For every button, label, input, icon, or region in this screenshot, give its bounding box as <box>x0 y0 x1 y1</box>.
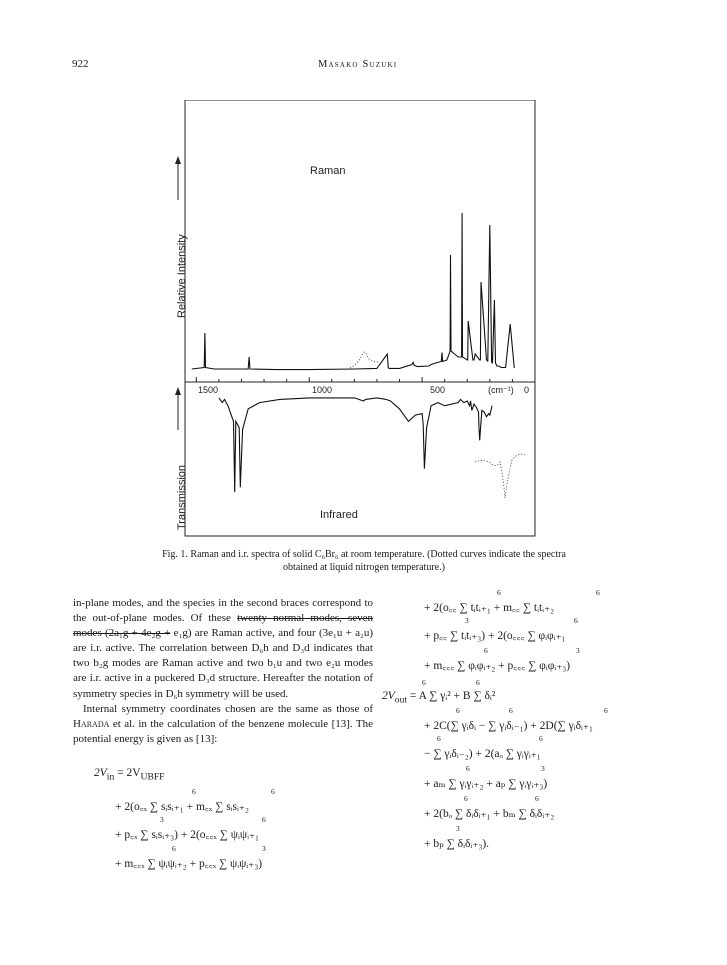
equation-vout-line-2: + 2C(∑ γᵢδᵢ − ∑ γᵢδᵢ₋₁) + 2D(∑ γᵢδᵢ₊₁ <box>424 720 593 732</box>
sum-limit: 6 <box>271 787 275 796</box>
equation-vout-line-5: + 2(bₒ ∑ δᵢδᵢ₊₁ + bₘ ∑ δᵢδᵢ₊₂ <box>424 808 555 820</box>
caption-line-1: Fig. 1. Raman and i.r. spectra of solid C₆Br₆ at room temperature. (Dotted curves indicate the spectra <box>162 549 566 560</box>
sum-limit: 6 <box>422 678 426 687</box>
author-harada: Harada <box>73 717 110 730</box>
sum-limit: 6 <box>476 678 480 687</box>
sum-limit: 3 <box>160 815 164 824</box>
equation-vin-line-2: + 2(o꜀ₓ ∑ sᵢsᵢ₊₁ + m꜀ₓ ∑ sᵢsᵢ₊₂ <box>115 801 249 813</box>
sum-limit: 3 <box>576 646 580 655</box>
sum-limit: 6 <box>192 787 196 796</box>
equation-vin-line-3: + p꜀ₓ ∑ sᵢsᵢ₊₃) + 2(o꜀꜀ₓ ∑ ψᵢψᵢ₊₁ <box>115 829 260 841</box>
spectra-figure <box>140 100 580 540</box>
sum-limit: 6 <box>574 616 578 625</box>
equation-vin-line-4: + m꜀꜀ₓ ∑ ψᵢψᵢ₊₂ + p꜀꜀ₓ ∑ ψᵢψᵢ₊₃) <box>115 858 263 870</box>
sum-limit: 6 <box>466 764 470 773</box>
sum-limit: 3 <box>465 616 469 625</box>
equation-vout-line-4: + aₘ ∑ γᵢγᵢ₊₂ + aₚ ∑ γᵢγᵢ₊₃) <box>424 778 548 790</box>
sum-limit: 6 <box>497 588 501 597</box>
paragraph-2-start: Internal symmetry coordinates chosen are the same as those of <box>83 702 373 715</box>
tick-label-1500: 1500 <box>198 385 219 395</box>
tick-label-unit: (cm⁻¹) <box>488 385 514 395</box>
sum-limit: 6 <box>172 844 176 853</box>
tick-label-500: 500 <box>430 385 446 395</box>
tick-label-1000: 1000 <box>312 385 333 395</box>
body-text-left <box>73 596 373 747</box>
running-head-author: Masako Suzuki <box>318 59 398 70</box>
sum-limit: 6 <box>262 815 266 824</box>
sum-limit: 3 <box>456 824 460 833</box>
axis-ticks <box>196 377 535 382</box>
equation-right-line-1: + 2(o꜀꜀ ∑ tᵢtᵢ₊₁ + m꜀꜀ ∑ tᵢtᵢ₊₂ <box>424 602 555 614</box>
sum-limit: 6 <box>509 706 513 715</box>
equation-right-line-3: + m꜀꜀꜀ ∑ φᵢφᵢ₊₂ + p꜀꜀꜀ ∑ φᵢφᵢ₊₃) <box>424 660 571 672</box>
equation-vout-line-6: + bₚ ∑ δᵢδᵢ₊₃). <box>424 838 490 850</box>
paragraph-1 <box>73 596 373 702</box>
page-number: 922 <box>72 58 89 70</box>
infrared-spectrum-line <box>219 398 492 492</box>
transmission-arrow <box>175 387 181 430</box>
paragraph-2-rest: et al. in the calculation of the benzene molecule [13]. The potential energy is given as [13]: <box>73 717 373 745</box>
sum-limit: 6 <box>539 734 543 743</box>
sum-limit: 6 <box>484 646 488 655</box>
sum-limit: 6 <box>464 794 468 803</box>
infrared-dotted-curve <box>475 454 525 498</box>
sum-limit: 6 <box>596 588 600 597</box>
equation-right-line-2: + p꜀꜀ ∑ tᵢtᵢ₊₃) + 2(o꜀꜀꜀ ∑ φᵢφᵢ₊₁ <box>424 630 566 642</box>
raman-ylabel: Relative Intensity <box>176 234 188 318</box>
raman-panel-label: Raman <box>310 165 346 177</box>
raman-dotted-curve <box>350 352 378 368</box>
caption-line-2: obtained at liquid nitrogen temperature.) <box>283 562 445 573</box>
raman-intensity-arrow <box>175 156 181 200</box>
infrared-panel-label: Infrared <box>320 509 358 521</box>
infrared-ylabel: Transmission <box>176 465 188 530</box>
paragraph-1-start: in-plane modes, and the species in the second braces correspond to the out-of-plane modes. Of these <box>73 597 373 625</box>
equation-vout-line-1: $2V_{out} = A$ ∑ γᵢ² + B ∑ δᵢ² <box>382 690 496 706</box>
tick-label-0: 0 <box>524 385 530 395</box>
sum-limit: 6 <box>604 706 608 715</box>
sum-limit: 3 <box>541 764 545 773</box>
sum-limit: 6 <box>535 794 539 803</box>
raman-spectrum-line <box>192 213 515 370</box>
equation-vin-line-1: $2V_{in} = 2V_{UBFF}$ <box>94 767 165 783</box>
figure-caption <box>110 548 618 574</box>
figure-frame <box>185 100 535 536</box>
equation-vout-line-3: − ∑ γᵢδᵢ₋₂) + 2(aₒ ∑ γᵢγᵢ₊₁ <box>424 748 541 760</box>
paragraph-2 <box>73 702 373 747</box>
sum-limit: 3 <box>262 844 266 853</box>
sum-limit: 6 <box>437 734 441 743</box>
sum-limit: 6 <box>456 706 460 715</box>
paragraph-1-rest: e₁g) are Raman active, and four (3e₁u + a₂u) are i.r. active. The correlation between D₆h and D₃d indicates that two b₂g modes are Raman active and two b₁u and two e₂u modes are i.r. active in a puckered D₃d structure. Hereafter the notation of symmetry species in D₆h symmetry will be used. <box>73 627 373 700</box>
paragraph-1-struck: twenty normal modes, seven modes (2a₁g + 4e₂g + <box>73 612 374 640</box>
